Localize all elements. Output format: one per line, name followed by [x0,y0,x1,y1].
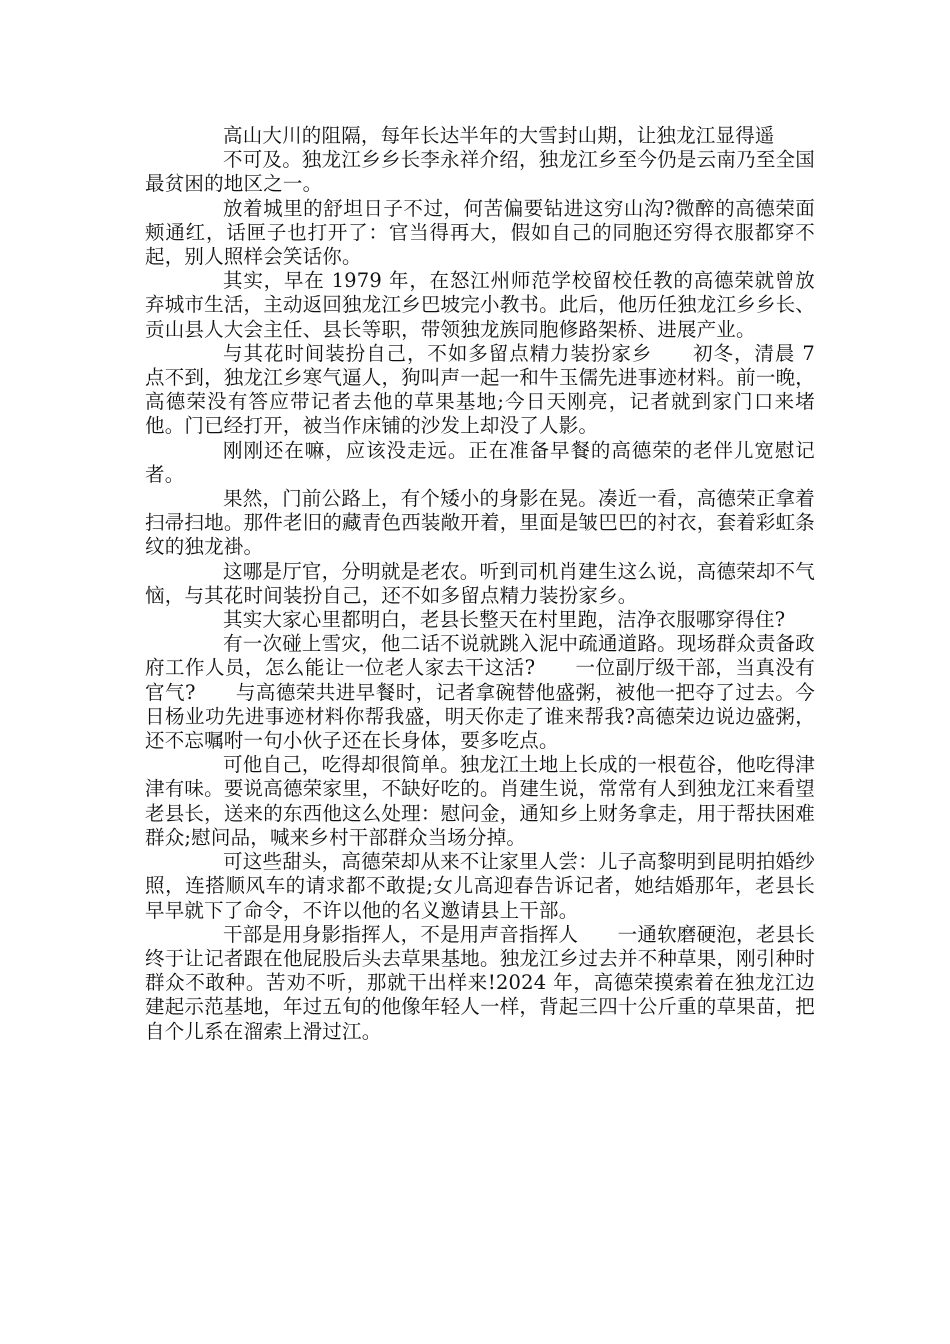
document-body [145,124,822,1044]
paragraph: 干部是用身影指挥人，不是用声音指挥人 一通软磨硬泡，老县长终于让记者跟在他屁股后头去草果基地。独龙江乡过去并不种草果，刚引种时群众不敢种。苦劝不听，那就干出样来!2024 年，高德荣摸索着在独龙江边建起示范基地，年过五旬的他像年轻人一样，背起三四十公斤重的草果苗，把自个儿系在溜索上滑过江。 [145,922,815,1043]
paragraph: 不可及。独龙江乡乡长李永祥介绍，独龙江乡至今仍是云南乃至全国最贫困的地区之一。 [145,148,815,196]
paragraph: 有一次碰上雪灾，他二话不说就跳入泥中疏通道路。现场群众责备政府工作人员，怎么能让一位老人家去干这活? 一位副厅级干部，当真没有官气? 与高德荣共进早餐时，记者拿碗替他盛粥，被他一把夺了过去。今日杨业功先进事迹材料你帮我盛，明天你走了谁来帮我?高德荣边说边盛粥，还不忘嘱咐一句小伙子还在长身体，要多吃点。 [145,632,815,753]
paragraph: 果然，门前公路上，有个矮小的身影在晃。凑近一看，高德荣正拿着扫帚扫地。那件老旧的藏青色西装敞开着，里面是皱巴巴的衬衣，套着彩虹条纹的独龙褂。 [145,487,815,559]
paragraph: 可他自己，吃得却很简单。独龙江土地上长成的一根苞谷，他吃得津津有味。要说高德荣家里，不缺好吃的。肖建生说，常常有人到独龙江来看望老县长，送来的东西他这么处理：慰问金，通知乡上财务拿走，用于帮扶困难群众;慰问品，喊来乡村干部群众当场分掉。 [145,753,815,849]
paragraph: 与其花时间装扮自己，不如多留点精力装扮家乡 初冬，清晨 7 点不到，独龙江乡寒气逼人，狗叫声一起一和牛玉儒先进事迹材料。前一晚，高德荣没有答应带记者去他的草果基地;今日天刚亮，记者就到家门口来堵他。门已经打开，被当作床铺的沙发上却没了人影。 [145,341,822,438]
paragraph: 其实大家心里都明白，老县长整天在村里跑，洁净衣服哪穿得住? [223,608,786,632]
paragraph: 高山大川的阻隔，每年长达半年的大雪封山期，让独龙江显得遥 [223,124,775,147]
paragraph: 这哪是厅官，分明就是老农。听到司机肖建生这么说，高德荣却不气恼，与其花时间装扮自己，还不如多留点精力装扮家乡。 [145,559,815,607]
paragraph: 刚刚还在嘛，应该没走远。正在准备早餐的高德荣的老伴儿宽慰记者。 [145,438,815,486]
paragraph: 可这些甜头，高德荣却从来不让家里人尝：儿子高黎明到昆明拍婚纱照，连搭顺风车的请求都不敢提;女儿高迎春告诉记者，她结婚那年，老县长早早就下了命令，不许以他的名义邀请县上干部。 [145,850,815,922]
paragraph: 其实，早在 1979 年，在怒江州师范学校留校任教的高德荣就曾放弃城市生活，主动返回独龙江乡巴坡完小教书。此后，他历任独龙江乡乡长、贡山县人大会主任、县长等职，带领独龙族同胞修路架桥、进展产业。 [145,269,815,341]
paragraph: 放着城里的舒坦日子不过，何苦偏要钻进这穷山沟?微醉的高德荣面颊通红，话匣子也打开了：官当得再大，假如自己的同胞还穷得衣服都穿不起，别人照样会笑话你。 [145,196,815,269]
